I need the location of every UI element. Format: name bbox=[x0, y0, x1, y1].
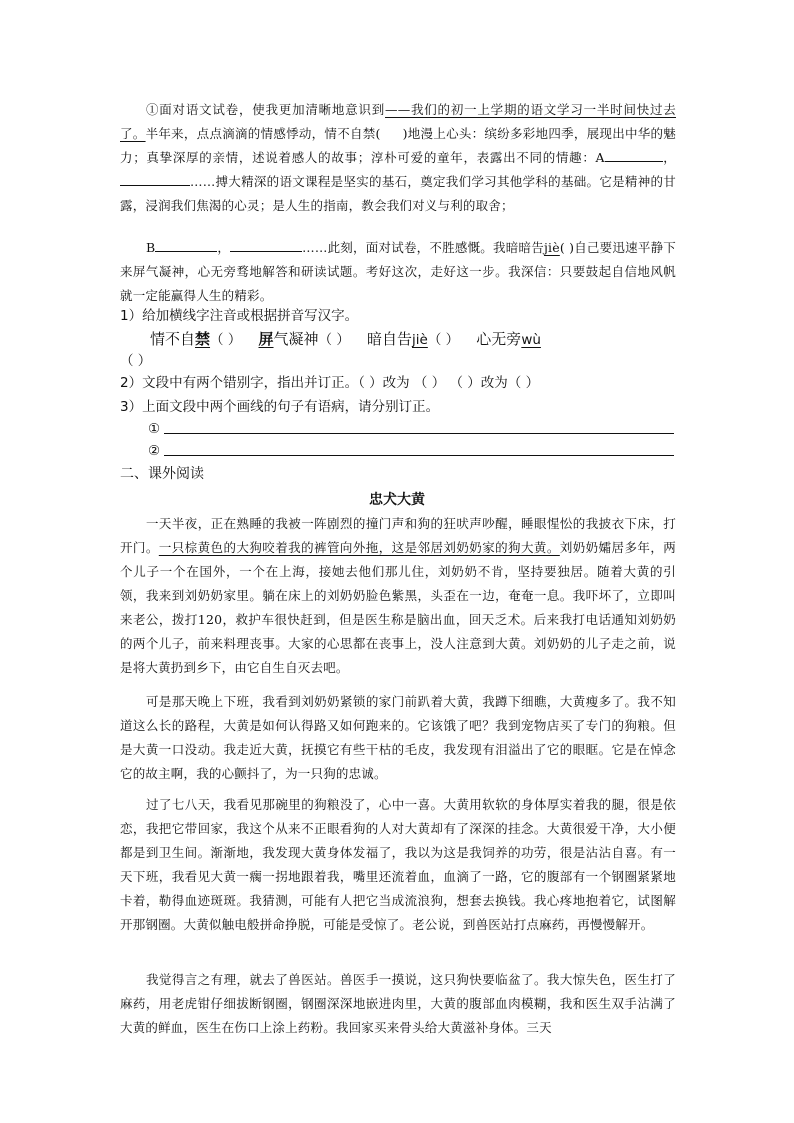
question-1: 1）给加横线字注音或根据拼音写汉字。 bbox=[120, 308, 359, 324]
blank-a-2[interactable] bbox=[120, 171, 190, 186]
answer-paren-2[interactable]: （ ） bbox=[318, 332, 350, 348]
answer-paren-4[interactable]: （ ） bbox=[120, 353, 152, 369]
section-heading: 二、课外阅读 bbox=[120, 466, 204, 482]
paragraph-text: )地漫上心头：缤纷多彩地四季，展现出中华的魅力；真挚深厚的亲情，述说着感人的故事；淳朴可爱的童年，表露出不同的情趣：A bbox=[120, 126, 677, 165]
word-2-target: 屏 bbox=[258, 330, 274, 348]
underlined-sentence: 一只棕黄色的大狗咬着我的裤管向外拖，这是邻居刘奶奶家的狗大黄。 bbox=[158, 540, 560, 555]
blank-b-2[interactable] bbox=[230, 237, 302, 252]
answer-paren-1[interactable]: （ ） bbox=[210, 332, 242, 348]
paragraph-text: 刘奶奶孀居多年，两个儿子一个在国外，一个在上海，接她去他们那儿住，刘奶奶不肯，坚持要独居。随着大黄的引领，我来到刘奶奶家里。躺在床上的刘奶奶脸色紫黑，头歪在一边，奄奄一息。我吓坏了，立即叫来老公，拨打120，救护车很快赶到，但是医生称是脑出血，回天乏术。后来我打电话通知刘奶奶的两个儿子，前来料理丧事。大家的心思都在丧事上，没人注意到大黄。刘奶奶的儿子走之前，说是将大黄扔到乡下，由它自生自灭去吧。 bbox=[120, 540, 676, 675]
answer-label-1: ① bbox=[148, 421, 161, 437]
passage-paragraph-2 bbox=[120, 236, 676, 308]
story-paragraph-1 bbox=[120, 512, 676, 680]
word-1: 情不自 bbox=[150, 330, 196, 348]
answer-paren-3[interactable]: （ ） bbox=[427, 332, 460, 348]
paragraph-text: ， bbox=[217, 240, 231, 255]
paragraph-text: ， bbox=[662, 150, 676, 165]
answer-label-2: ② bbox=[148, 443, 161, 459]
word-2: 气凝神 bbox=[273, 330, 319, 348]
paragraph-text: ( )自己要迅速平静下来屏气凝神，心无旁骛地解答和研读试题。考好这次，走好这一步。我深信：只要鼓起自信地风帆就一定能赢得人生的精彩。 bbox=[120, 240, 676, 303]
question-2: 2）文段中有两个错别字，指出并订正。（ ）改为 （ ） （ ）改为（ ） bbox=[120, 375, 540, 391]
blank-b-1[interactable] bbox=[155, 237, 217, 252]
word-3: 暗自告 bbox=[367, 330, 413, 348]
word-4-target: wù bbox=[521, 332, 541, 348]
story-paragraph-4: 我觉得言之有理，就去了兽医站。兽医手一摸说，这只狗快要临盆了。我大惊失色，医生打了麻药，用老虎钳仔细拔断钢圈，钢圈深深地嵌进肉里，大黄的腹部血肉模糊，我和医生双手沾满了大黄的鲜血，医生在伤口上涂上药粉。我回家买来骨头给大黄滋补身体。三天 bbox=[120, 972, 676, 1035]
story-paragraph-3: 过了七八天，我看见那碗里的狗粮没了，心中一喜。大黄用软软的身体厚实着我的腿，很是依恋，我把它带回家，我这个从来不正眼看狗的人对大黄却有了深深的挂念。大黄很爱干净，大小便都是到卫生间。渐渐地，我发现大黄身体发福了，我以为这是我饲养的功劳，很是沾沾自喜。有一天下班，我看见大黄一瘸一拐地跟着我，嘴里还流着血，血滴了一路，它的腹部有一个钢圈紧紧地卡着，勒得血迹斑斑。我猜测，可能有人把它当成流浪狗，想套去换钱。我心疼地抱着它，试图解开那钢圈。大黄似触电般拼命挣脱，可能是受惊了。老公说，到兽医站打点麻药，再慢慢解开。 bbox=[120, 797, 676, 932]
question-1-items bbox=[150, 328, 680, 351]
underlined-sentence-1: ——我们的初一上学期的语文学习一半时间快过去了。 bbox=[120, 102, 676, 141]
pinyin-jie: jiè bbox=[543, 240, 560, 255]
paragraph-text: 半年来，点点滴滴的情感悸动，情不自禁( bbox=[145, 126, 381, 141]
story-title: 忠犬大黄 bbox=[369, 492, 425, 508]
answer-line-1[interactable] bbox=[164, 433, 674, 434]
paragraph-text: ……搏大精深的语文课程是坚实的基石，奠定我们学习其他学科的基础。它是精神的甘露，浸润我们焦渴的心灵；是人生的指南，教会我们对义与利的取舍； bbox=[120, 174, 676, 213]
word-4: 心无旁 bbox=[476, 330, 522, 348]
paragraph-text: 一天半夜，正在熟睡的我被一阵剧烈的撞门声和狗的狂吠声吵醒，睡眼惺忪的我披衣下床，打开门。 bbox=[120, 516, 676, 555]
question-3: 3）上面文段中两个画线的句子有语病，请分别订正。 bbox=[120, 399, 440, 415]
answer-line-2[interactable] bbox=[164, 455, 674, 456]
word-1-target: 禁 bbox=[195, 330, 211, 348]
blank-a-1[interactable] bbox=[605, 147, 663, 162]
paragraph-text: ……此刻，面对试卷，不胜感慨。我暗暗告 bbox=[302, 240, 544, 255]
passage-paragraph-1 bbox=[120, 98, 676, 218]
story-paragraph-2: 可是那天晚上下班，我看到刘奶奶紧锁的家门前趴着大黄，我蹲下细瞧，大黄瘦多了。我不知道这么长的路程，大黄是如何认得路又如何跑来的。它该饿了吧？我到宠物店买了专门的狗粮。但是大黄一口没动。我走近大黄，抚摸它有些干枯的毛皮，我发现有泪溢出了它的眼眶。它是在悼念它的故主啊，我的心颤抖了，为一只狗的忠诚。 bbox=[120, 694, 676, 781]
word-3-target: jiè bbox=[412, 332, 428, 348]
paragraph-text: B bbox=[146, 240, 156, 255]
paragraph-text: ①面对语文试卷，使我更加清晰地意识到 bbox=[146, 102, 386, 117]
